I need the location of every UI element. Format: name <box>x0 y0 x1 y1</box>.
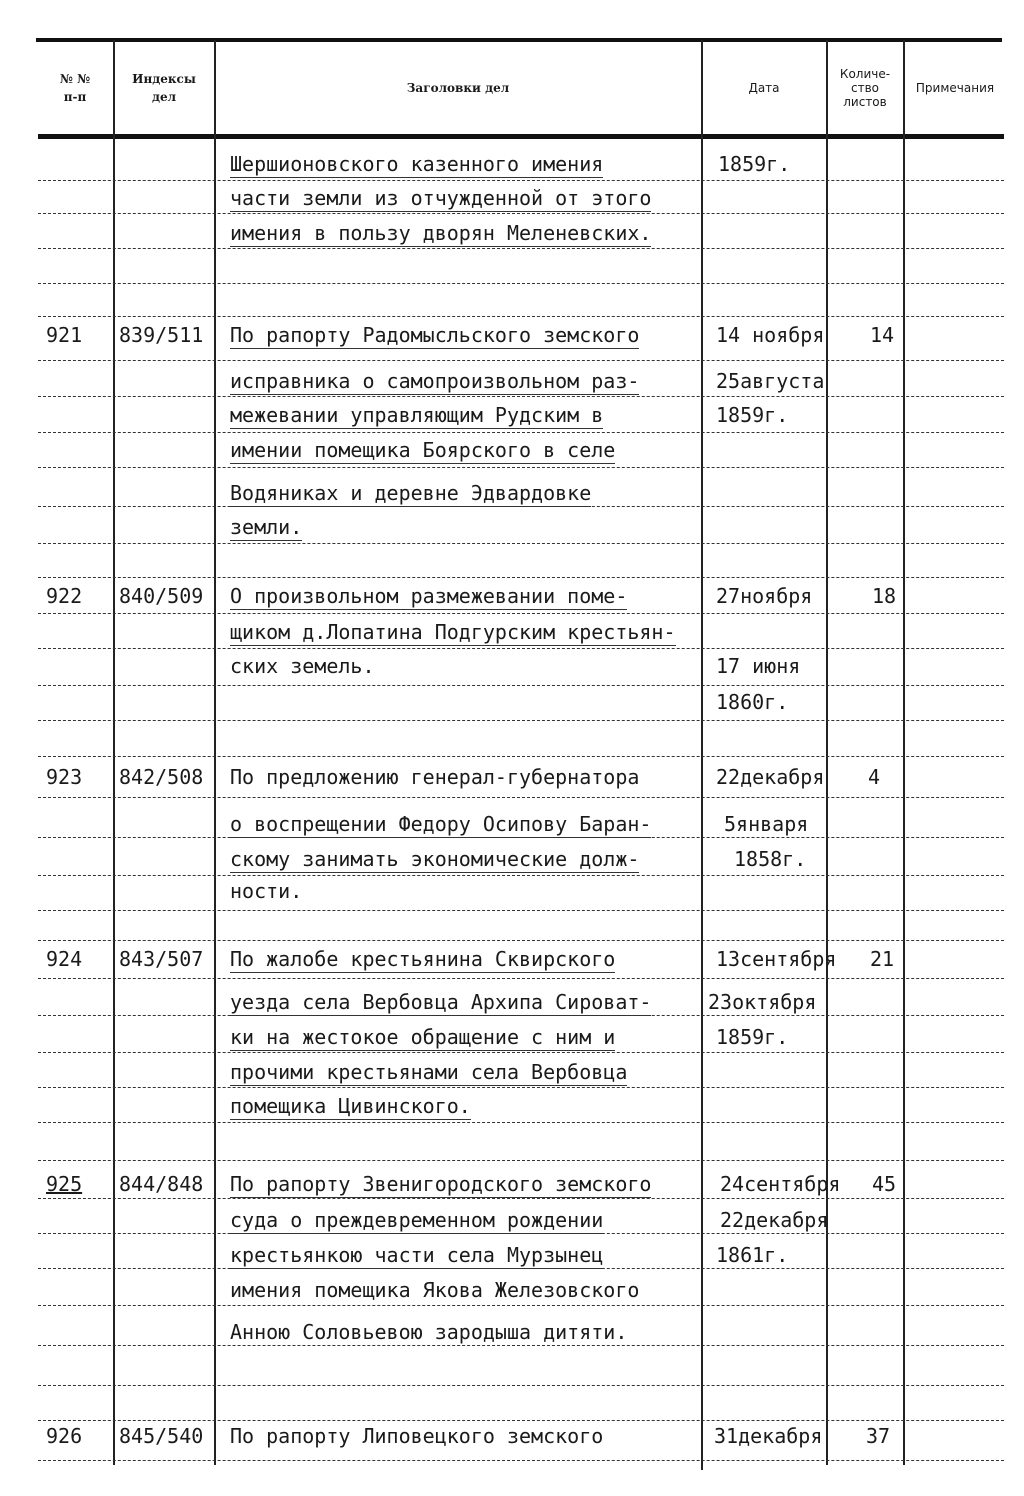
sheet-count: 18 <box>872 584 897 608</box>
date-line: 22декабря <box>716 765 825 789</box>
record-number: 923 <box>46 765 83 789</box>
record-number: 926 <box>46 1424 83 1448</box>
header-number-line1: № № <box>59 72 91 86</box>
row-line <box>38 180 1004 181</box>
row-line <box>38 1305 1004 1306</box>
row-line <box>38 396 1004 397</box>
header-top-rule <box>36 38 1002 42</box>
title-line: Водяниках и деревне Эдвардовке <box>230 481 592 505</box>
record-index: 839/511 <box>119 323 204 347</box>
title-line: О произвольном размежевании поме- <box>230 584 628 608</box>
title-line: ских земель. <box>230 654 375 678</box>
record-number: 924 <box>46 947 83 971</box>
date-line: 17 июня <box>716 654 801 678</box>
date-line: 22декабря <box>720 1208 829 1232</box>
sheet-count: 37 <box>866 1424 891 1448</box>
record-number: 921 <box>46 323 83 347</box>
row-line <box>38 1052 1004 1053</box>
title-line: щиком д.Лопатина Подгурским крестьян- <box>230 620 676 644</box>
col-divider-2 <box>214 40 216 1465</box>
title-line: По предложению генерал-губернатора <box>230 765 640 789</box>
date-line: 5января <box>724 812 809 836</box>
header-title <box>216 44 700 132</box>
title-line: ки на жестокое обращение с ним и <box>230 1025 616 1049</box>
date-line: 31декабря <box>714 1424 823 1448</box>
header-index-line2: дел <box>151 90 177 104</box>
title-line: помещика Цивинского. <box>230 1094 471 1118</box>
row-line <box>38 316 1004 317</box>
date-line: 1860г. <box>716 690 789 714</box>
col-divider-3 <box>701 40 703 1470</box>
date-line: 1859г. <box>718 152 791 176</box>
row-line <box>38 875 1004 876</box>
date-line: 1858г. <box>734 847 807 871</box>
header-sheets-line3: листов <box>843 95 887 109</box>
row-line <box>38 720 1004 721</box>
header-bottom-rule <box>38 134 1004 139</box>
title-line: По рапорту Радомысльского земского <box>230 323 640 347</box>
row-line <box>38 1160 1004 1161</box>
row-line <box>38 910 1004 911</box>
header-notes <box>905 44 1005 132</box>
row-line <box>38 1122 1004 1123</box>
title-line: имения в пользу дворян Меленевских. <box>230 221 652 245</box>
sheet-count: 14 <box>870 323 895 347</box>
title-line: суда о преждевременном рождении <box>230 1208 604 1232</box>
row-line <box>38 213 1004 214</box>
record-index: 842/508 <box>119 765 204 789</box>
header-index-line1: Индексы <box>132 72 196 86</box>
record-index: 840/509 <box>119 584 204 608</box>
header-index <box>115 44 213 132</box>
title-line: ности. <box>230 879 303 903</box>
date-line: 1859г. <box>716 1025 789 1049</box>
date-line: 1859г. <box>716 403 789 427</box>
row-line <box>38 1198 1004 1199</box>
row-line <box>38 940 1004 941</box>
header-sheets-line2: ство <box>850 81 879 95</box>
title-line: имения помещика Якова Железовского <box>230 1278 640 1302</box>
header-notes-text: Примечания <box>915 81 995 95</box>
title-line: крестьянкою части села Мурзынец <box>230 1243 604 1267</box>
row-line <box>38 613 1004 614</box>
row-line <box>38 756 1004 757</box>
row-line <box>38 1460 1004 1461</box>
date-line: 25августа <box>716 369 825 393</box>
row-line <box>38 467 1004 468</box>
col-divider-1 <box>113 40 115 1465</box>
title-line: о воспрещении Федору Осипову Баран- <box>230 812 652 836</box>
header-date-text: Дата <box>748 81 780 95</box>
row-line <box>38 648 1004 649</box>
record-number: 925 <box>46 1172 83 1196</box>
date-line: 24сентября <box>720 1172 841 1196</box>
row-line <box>38 1345 1004 1346</box>
col-divider-5 <box>903 40 905 1465</box>
date-line: 23октября <box>708 990 817 1014</box>
date-line: 14 ноября <box>716 323 825 347</box>
date-line: 1861г. <box>716 1243 789 1267</box>
header-number <box>38 44 112 132</box>
title-line: По рапорту Липовецкого земского <box>230 1424 604 1448</box>
col-divider-4 <box>826 40 828 1465</box>
title-line: Анною Соловьевою зародыша дитяти. <box>230 1320 628 1344</box>
title-line: Шершионовского казенного имения <box>230 152 604 176</box>
title-line: имении помещика Боярского в селе <box>230 438 616 462</box>
title-line: уезда села Вербовца Архипа Сироват- <box>230 990 652 1014</box>
header-number-line2: п-п <box>63 90 87 104</box>
header-date <box>703 44 825 132</box>
title-line: части земли из отчужденной от этого <box>230 186 652 210</box>
header-sheets-line1: Количе- <box>839 67 891 81</box>
record-number: 922 <box>46 584 83 608</box>
title-line: земли. <box>230 515 303 539</box>
title-line: По рапорту Звенигородского земского <box>230 1172 652 1196</box>
row-line <box>38 432 1004 433</box>
date-line: 13сентября <box>716 947 837 971</box>
header-title-text: Заголовки дел <box>406 81 510 95</box>
row-line <box>38 283 1004 284</box>
row-line <box>38 1087 1004 1088</box>
title-line: По жалобе крестьянина Сквирского <box>230 947 616 971</box>
row-line <box>38 543 1004 544</box>
record-index: 843/507 <box>119 947 204 971</box>
row-line <box>38 797 1004 798</box>
title-line: межевании управляющим Рудским в <box>230 403 604 427</box>
row-line <box>38 577 1004 578</box>
sheet-count: 4 <box>868 765 881 789</box>
record-index: 844/848 <box>119 1172 204 1196</box>
title-line: скому занимать экономические долж- <box>230 847 640 871</box>
sheet-count: 45 <box>872 1172 897 1196</box>
date-line: 27ноября <box>716 584 813 608</box>
row-line <box>38 1385 1004 1386</box>
row-line <box>38 360 1004 361</box>
row-line <box>38 1420 1004 1421</box>
row-line <box>38 685 1004 686</box>
title-line: исправника о самопроизвольном раз- <box>230 369 640 393</box>
title-line: прочими крестьянами села Вербовца <box>230 1060 628 1084</box>
sheet-count: 21 <box>870 947 895 971</box>
row-line <box>38 978 1004 979</box>
record-index: 845/540 <box>119 1424 204 1448</box>
row-line <box>38 248 1004 249</box>
header-sheets <box>828 44 902 132</box>
